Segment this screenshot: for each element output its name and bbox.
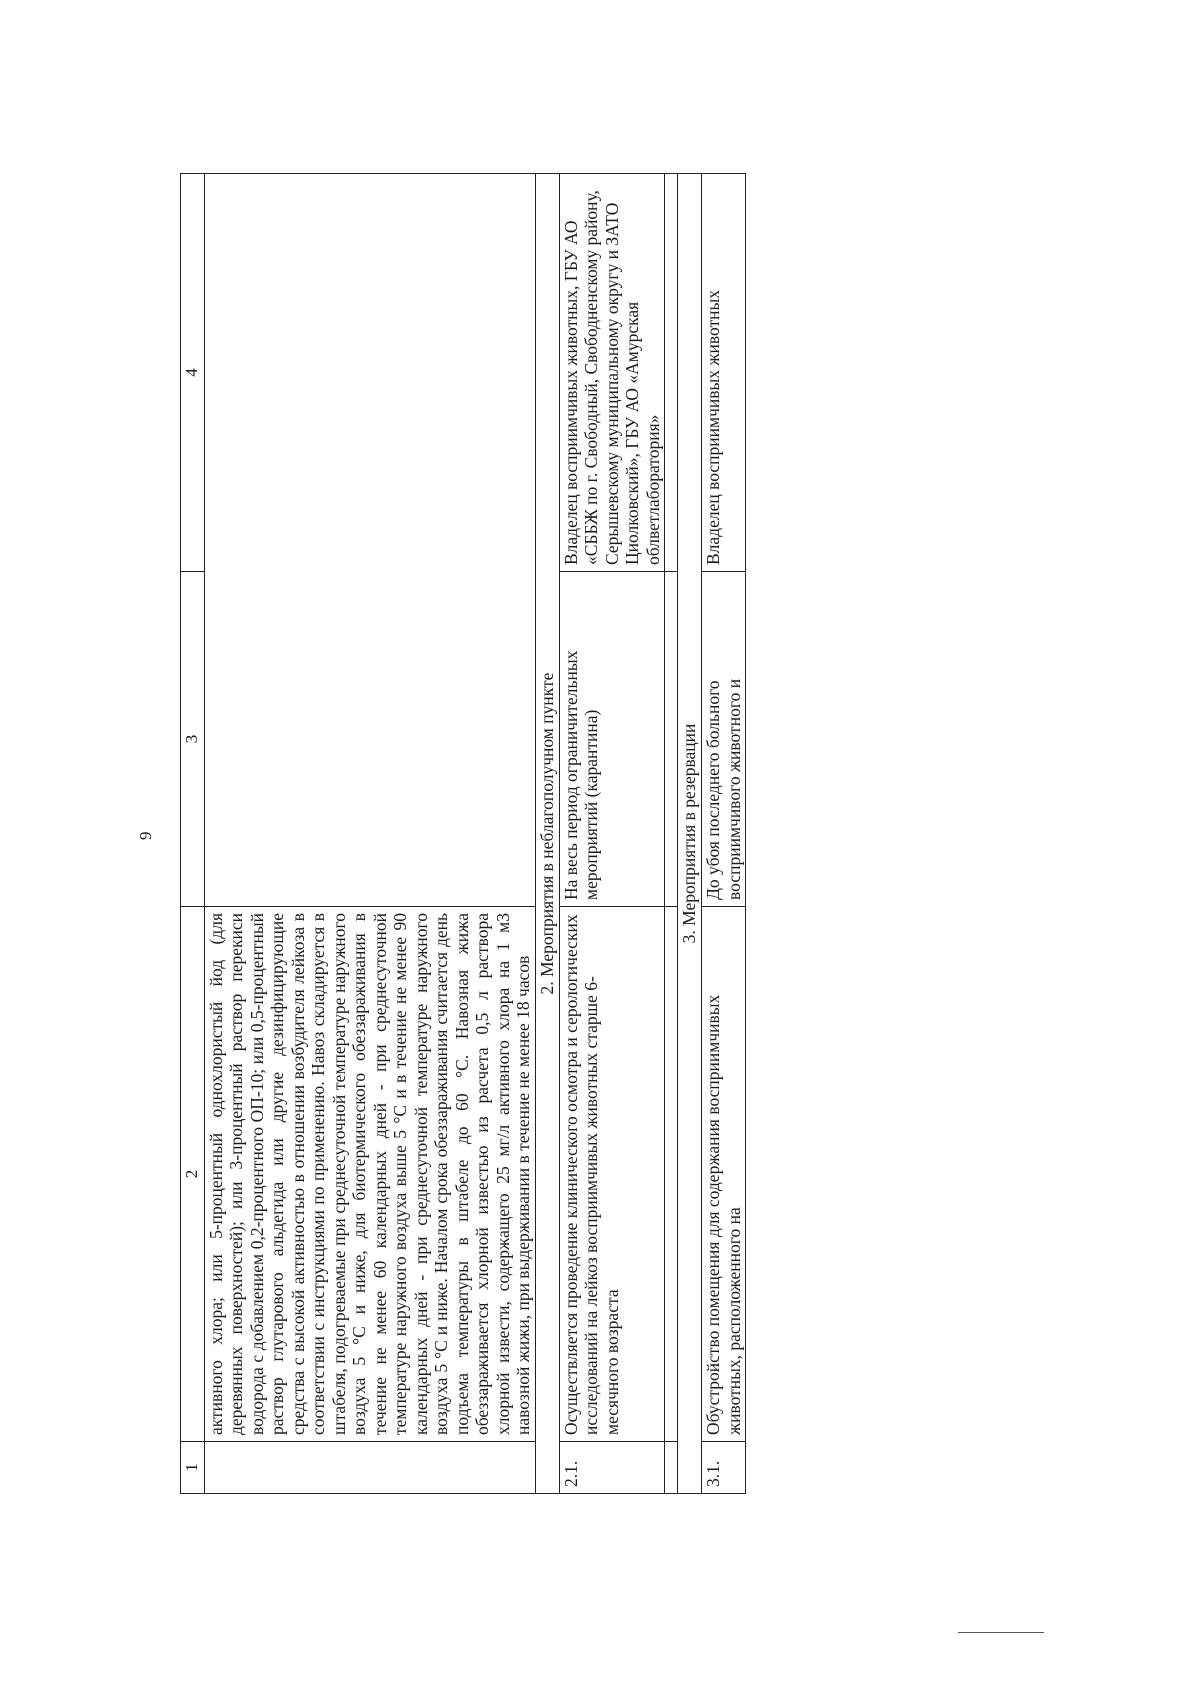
spacer-cell: [665, 174, 678, 572]
rotated-table-container: [180, 174, 746, 1494]
row-2-1-term: На весь период ограничительных мероприятий (карантина): [559, 572, 665, 907]
row-3-1-term: До убоя последнего больного восприимчивого животного и: [702, 572, 746, 907]
section-3-title-row: [678, 174, 702, 1494]
spacer-cell: [665, 907, 678, 1442]
section-3-title: 3. Мероприятия в резервации: [678, 174, 702, 1494]
row-3-1-action: Обустройство помещения для содержания восприимчивых животных, расположенного на: [702, 907, 746, 1442]
row-2-1-action: Осуществляется проведение клинического осмотра и серологических исследований на лейкоз восприимчивых животных старше 6-месячного возраста: [559, 907, 665, 1442]
header-col-1: 1: [181, 1442, 205, 1494]
header-col-3: 3: [181, 572, 205, 907]
continuation-num-cell: [204, 1442, 535, 1494]
spacer-row: [665, 174, 678, 1494]
spacer-cell: [665, 1442, 678, 1494]
table-header-row: [181, 174, 205, 1494]
page-number: 9: [136, 831, 155, 840]
header-col-2: 2: [181, 907, 205, 1442]
measures-table: [180, 173, 746, 1494]
row-3-1-number: 3.1.: [702, 1442, 746, 1494]
continuation-action-cell: активного хлора; или 5-процентный однохлористый йод (для деревянных поверхностей); или 3-процентный раствор перекиси водорода с добавлением 0,2-процентного ОП-10; или 0,5-процентный раствор глутарового альдегида или другие дезинфицирующие средства с высокой активностью в отношении возбудителя лейкоза в соответствии с инструкциями по применению. Навоз складируется в штабеля, подогреваемые при среднесуточной температуре наружного воздуха 5 °С и ниже, для биотермического обеззараживания в течение не менее 60 календарных дней - при среднесуточной температуре наружного воздуха выше 5 °С и в течение не менее 90 календарных дней - при среднесуточной температуре наружного воздуха 5 °С и ниже. Началом срока обеззараживания считается день подъема температуры в штабеле до 60 °С. Навозная жижа обеззараживается хлорной известью из расчета 0,5 л раствора хлорной извести, содержащего 25 мг/л активного хлора на 1 м3 навозной жижи, при выдерживании в течение не менее 18 часов: [204, 907, 535, 1442]
row-3-1-responsible: Владелец восприимчивых животных: [702, 174, 746, 572]
table-row: [702, 174, 746, 1494]
row-2-1-number: 2.1.: [559, 1442, 665, 1494]
section-2-title-row: [535, 174, 559, 1494]
spacer-cell: [665, 572, 678, 907]
continuation-row: [204, 174, 535, 1494]
table-row: [559, 174, 665, 1494]
footer-divider: [958, 1632, 1044, 1633]
header-col-4: 4: [181, 174, 205, 572]
continuation-empty-cell: [204, 174, 535, 907]
row-2-1-responsible: Владелец восприимчивых животных, ГБУ АО «СББЖ по г. Свободный, Свободненскому району, Серышевскому муниципальному округу и ЗАТО Циолковский», ГБУ АО «Амурская облветлаборатория»: [559, 174, 665, 572]
section-2-title: 2. Мероприятия в неблагополучном пункте: [535, 174, 559, 1494]
